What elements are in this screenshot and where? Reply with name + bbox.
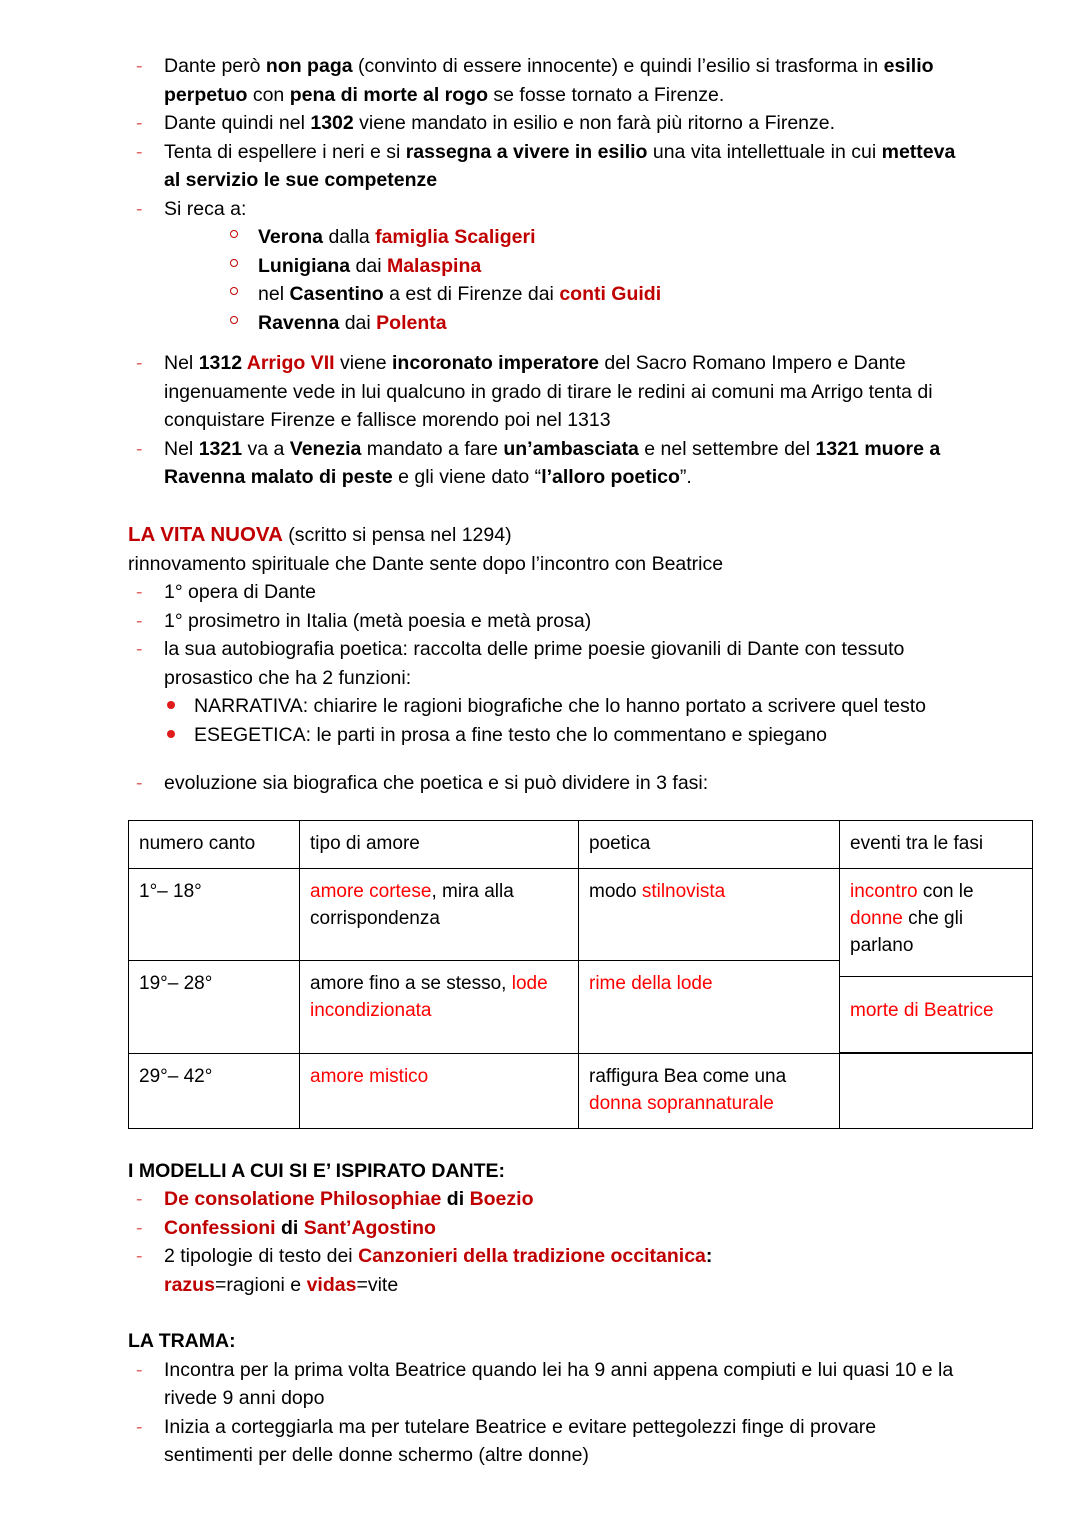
circle-marker-icon (230, 230, 238, 238)
list-item-label: 1° opera di Dante (164, 581, 316, 603)
dash-marker-icon: - (136, 581, 143, 603)
cell-eventi-group (840, 868, 1033, 1053)
rich-text: nel Casentino a est di Firenze dai conti Guidi (258, 283, 662, 305)
vita-nuova-dash-list (128, 578, 958, 692)
circle-marker-icon (230, 259, 238, 267)
rich-text: Nel 1321 va a Venezia mandato a fare un’ambasciata e nel settembre del 1321 muore a Ravenna malato di peste e gli viene dato “l’alloro poetico”. (164, 437, 941, 488)
disc-marker-icon (167, 701, 175, 709)
list-item-label: NARRATIVA: chiarire le ragioni biografiche che lo hanno portato a scrivere quel testo (194, 695, 926, 717)
list-item-label: evoluzione sia biografica che poetica e si può dividere in 3 fasi: (164, 772, 709, 794)
dash-marker-icon: - (136, 1245, 143, 1267)
list-item (128, 138, 958, 195)
list-item (128, 1413, 958, 1470)
rich-text: Tenta di espellere i neri e si rassegna a vivere in esilio una vita intellettuale in cui metteva al servizio le sue competenze (164, 140, 956, 191)
dash-marker-icon: - (136, 55, 143, 77)
list-item-label: Inizia a corteggiarla ma per tutelare Beatrice e evitare pettegolezzi finge di provare sentimenti per delle donne schermo (altre donne) (164, 1415, 877, 1466)
section-heading-vita-nuova (128, 520, 958, 550)
dash-marker-icon: - (136, 140, 143, 163)
cell-eventi-1: incontro con le donne che gli parlano (840, 869, 1033, 977)
spacer (128, 1129, 958, 1157)
funzioni-list (158, 692, 958, 749)
list-item (128, 1242, 958, 1299)
list-item (128, 607, 958, 636)
list-item (224, 252, 958, 281)
column-header-numero-canto: numero canto (129, 820, 300, 868)
document-body (128, 52, 994, 1470)
list-item-label: 1° prosimetro in Italia (metà poesia e metà prosa) (164, 609, 592, 632)
cell-amore: amore cortese, mira alla corrispondenza (300, 868, 579, 961)
dash-marker-icon: - (136, 638, 143, 660)
dash-marker-icon: - (136, 352, 143, 374)
column-header-poetica: poetica (579, 820, 840, 868)
table-row (129, 868, 1033, 961)
list-item (128, 635, 958, 692)
cell-poetica: modo stilnovista (579, 868, 840, 961)
list-item (128, 769, 958, 798)
cell-canto: 1°– 18° (129, 868, 300, 961)
list-item (128, 195, 958, 224)
dash-marker-icon: - (136, 197, 143, 220)
cell-eventi-2: morte di Beatrice (840, 977, 1033, 1053)
list-item-label: la sua autobiografia poetica: raccolta delle prime poesie giovanili di Dante con tessuto prosastico che ha 2 funzioni: (164, 638, 905, 689)
cell-poetica: rime della lode (579, 961, 840, 1054)
rich-text: Lunigiana dai Malaspina (258, 254, 482, 277)
list-item (158, 692, 958, 721)
list-item (128, 1214, 958, 1243)
list-item (224, 280, 958, 309)
vita-nuova-intro: rinnovamento spirituale che Dante sente dopo l’incontro con Beatrice (128, 552, 724, 575)
list-item (128, 349, 958, 435)
modelli-list (128, 1185, 958, 1299)
list-item (128, 52, 958, 109)
esilio-bullet-list (128, 52, 958, 223)
list-item (224, 223, 958, 252)
heading-subtext: (scritto si pensa nel 1294) (282, 523, 512, 546)
circle-marker-icon (230, 316, 238, 324)
dash-marker-icon: - (136, 1216, 143, 1239)
cell-amore: amore mistico (300, 1053, 579, 1128)
cell-canto: 29°– 42° (129, 1053, 300, 1128)
list-item (128, 1356, 958, 1413)
list-item (128, 109, 958, 138)
trama-list (128, 1356, 958, 1470)
spacer (128, 749, 958, 769)
rich-text: Confessioni di Sant’Agostino (164, 1216, 436, 1239)
cell-eventi-3 (840, 1053, 1033, 1128)
list-item-label: Incontra per la prima volta Beatrice quando lei ha 9 anni appena compiuti e lui quasi 10 e la rivede 9 anni dopo (164, 1358, 954, 1409)
rich-text: 2 tipologie di testo dei Canzonieri della tradizione occitanica: razus=ragioni e vidas=vite (164, 1245, 713, 1296)
dash-marker-icon: - (136, 1188, 143, 1210)
rich-text: Nel 1312 Arrigo VII viene incoronato imperatore del Sacro Romano Impero e Dante ingenuamente vede in lui qualcuno in grado di tirare le redini ai comuni ma Arrigo tenta di conquistare Firenze e fallisce morendo poi nel 1313 (164, 352, 933, 431)
list-item (158, 721, 958, 750)
rich-text: Dante quindi nel 1302 viene mandato in esilio e non farà più ritorno a Firenze. (164, 112, 836, 134)
luoghi-sublist (224, 223, 958, 337)
section-heading-trama: LA TRAMA: (128, 1330, 236, 1352)
rich-text: Ravenna dai Polenta (258, 311, 447, 334)
dash-marker-icon: - (136, 437, 143, 460)
disc-marker-icon (167, 730, 175, 738)
list-item (128, 578, 958, 607)
evoluzione-list (128, 769, 958, 798)
spacer (128, 337, 958, 349)
table-header-row (129, 820, 1033, 868)
fasi-table-wrap (128, 820, 994, 1129)
circle-marker-icon (230, 287, 238, 295)
rich-text: De consolatione Philosophiae di Boezio (164, 1188, 534, 1210)
rich-text: Si reca a: (164, 197, 247, 220)
esilio-bullet-list-2 (128, 349, 958, 492)
table-row (129, 1053, 1033, 1128)
fasi-table (128, 820, 1033, 1129)
list-item (128, 435, 958, 492)
cell-poetica: raffigura Bea come una donna soprannaturale (579, 1053, 840, 1128)
dash-marker-icon: - (136, 1415, 143, 1438)
cell-amore: amore fino a se stesso, lode incondizionata (300, 961, 579, 1054)
heading-text: LA VITA NUOVA (128, 522, 283, 546)
column-header-tipo-di-amore: tipo di amore (300, 820, 579, 868)
list-item (224, 309, 958, 338)
dash-marker-icon: - (136, 772, 143, 794)
rich-text: Dante però non paga (convinto di essere innocente) e quindi l’esilio si trasforma in esilio perpetuo con pena di morte al rogo se fosse tornato a Firenze. (164, 55, 934, 106)
column-header-eventi: eventi tra le fasi (840, 820, 1033, 868)
spacer (128, 1299, 958, 1327)
rich-text: Verona dalla famiglia Scaligeri (258, 226, 536, 248)
list-item (128, 1185, 958, 1214)
dash-marker-icon: - (136, 112, 143, 134)
cell-canto: 19°– 28° (129, 961, 300, 1054)
spacer (128, 492, 958, 520)
dash-marker-icon: - (136, 1358, 143, 1381)
dash-marker-icon: - (136, 609, 143, 632)
list-item-label: ESEGETICA: le parti in prosa a fine testo che lo commentano e spiegano (194, 723, 828, 746)
section-heading-modelli: I MODELLI A CUI SI E’ ISPIRATO DANTE: (128, 1159, 506, 1182)
